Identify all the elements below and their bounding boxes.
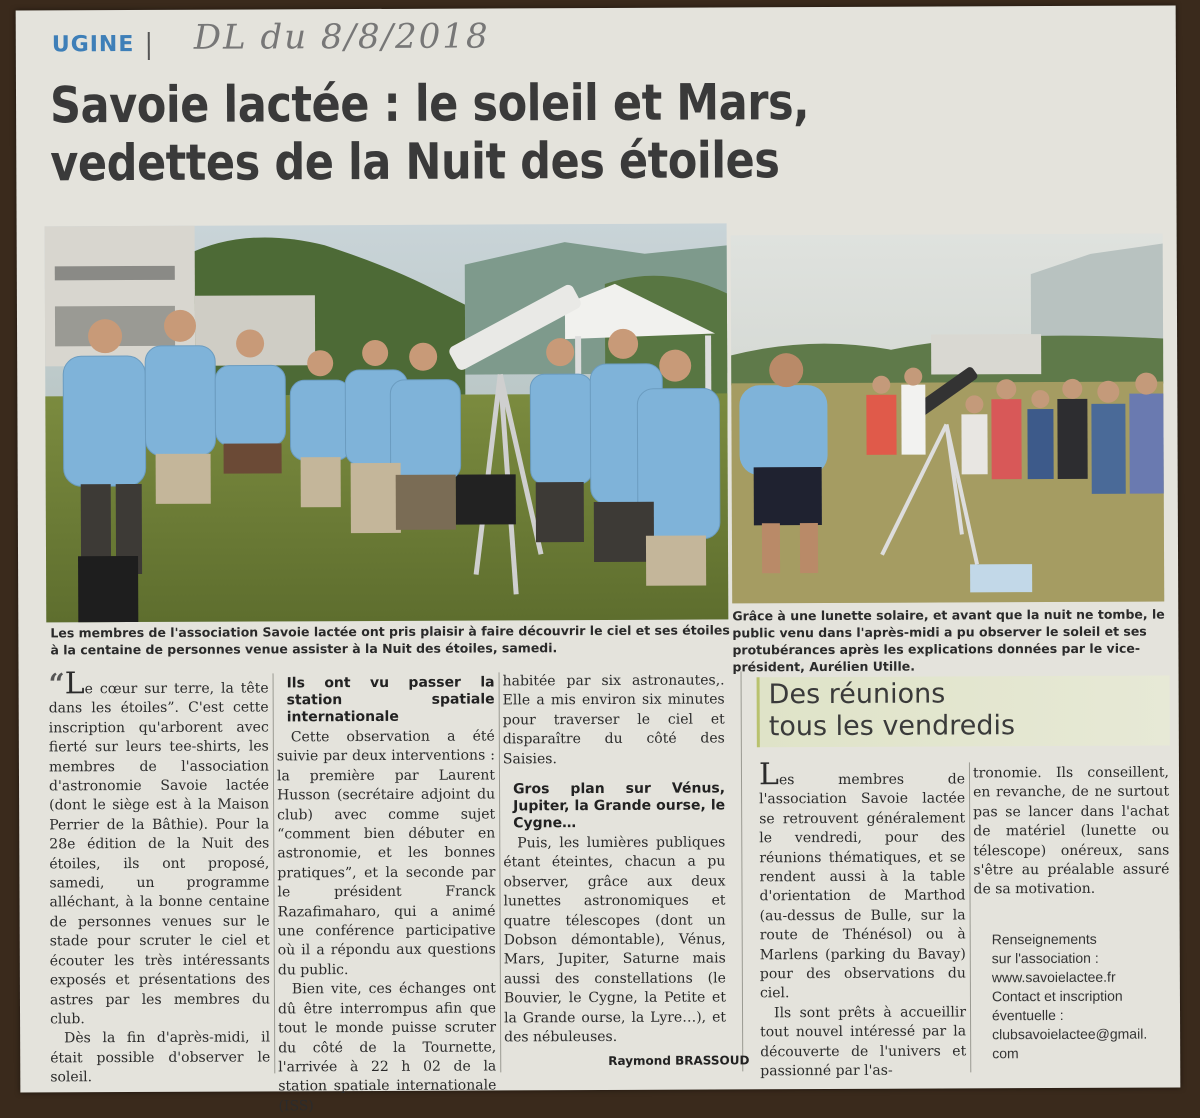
box-text: es membres de l'association Savoie lactée se retrouvent généralement le vendredi, pour des réunions thématiques, et se rendent aussi à la table d'orientation de Marthod (au-dessus de Bulle, sur la route de Thénésol) ou à Marlens (parking du Bavay) pour des observations du ciel. — [759, 771, 966, 1002]
column-separator — [499, 672, 502, 1072]
author-byline: Raymond BRASSOUD — [608, 1053, 750, 1068]
article-paragraph: Dès la fin d'après-midi, il était possible d'observer le soleil. — [50, 1029, 271, 1086]
info-line: Renseignements — [991, 930, 1097, 948]
box-title-line-2: tous les vendredis — [768, 710, 1016, 743]
subheading-iss: Ils ont vu passer la station spatiale internationale — [286, 674, 495, 726]
box-title-line-1: Des réunions — [768, 678, 946, 711]
opening-quote: “ — [48, 667, 65, 701]
box-paragraph: tronomie. Ils conseillent, en revanche, de ne surtout pas se lancer dans l'achat de matériel (lunette ou télescope) onéreux, sans s'être au préalable assuré de sa motivation. — [972, 764, 1170, 898]
drop-cap: L — [758, 757, 779, 793]
headline-line-1: Savoie lactée : le soleil et Mars, — [49, 73, 810, 135]
subheading-planets: Gros plan sur Vénus, Jupiter, la Grande ourse, le Cygne… — [513, 780, 726, 832]
article-paragraph: habitée par six astronautes,. Elle a mis environ six minutes pour traverser le ciel et disparaître du côté des Saisies. — [502, 672, 725, 768]
box-paragraph: Ils sont prêts à accueillir tout nouvel intéressé par la découverte de l'univers et passionné par l'as- — [760, 1004, 967, 1080]
photo-caption-right: Grâce à une lunette solaire, et avant que la nuit ne tombe, le public venu dans l'après-midi a pu observer le soleil et ses protubérances après les explications données par le vice-président, Aurélien Utille. — [732, 606, 1165, 675]
article-paragraph — [48, 666, 271, 1029]
sidebar-box-title — [769, 678, 1016, 743]
info-line: Contact et inscription — [991, 987, 1123, 1005]
rubric-divider — [148, 32, 150, 60]
email-link[interactable]: clubsavoielactee@gmail. — [992, 1025, 1148, 1043]
box-column-1 — [758, 757, 967, 1081]
article-text: e cœur sur terre, la tête dans les étoiles”. C'est cette inscription qu'arborent avec fierté sur leurs tee-shirts, les membres de l'association d'astronomie Savoie lactée (dont le siège est à la Maison Perrier de la Bâthie). Pour la 28e édition de la Nuit des étoiles, ils ont proposé, samedi, un programme alléchant, à la bonne centaine de personnes venues sur le stade pour scruter le ciel et écouter les très intéressants exposés et présentations des astres par les membres du club. — [48, 680, 270, 1028]
email-link-continued[interactable]: com — [992, 1045, 1019, 1062]
article-column-3 — [503, 671, 727, 1047]
info-line: sur l'association : — [991, 949, 1099, 967]
handwritten-date-note: DL du 8/8/2018 — [193, 16, 490, 58]
photo-club-members — [45, 223, 729, 622]
column-separator — [741, 671, 744, 1071]
article-paragraph: Puis, les lumières publiques étant éteintes, chacun a pu observer, grâce aux deux lunettes astronomiques et quatre télescopes (dont un Dobson démontable), Vénus, Mars, Jupiter, Saturne mais aussi des constellations (le Bouvier, le Cygne, la Petite et la Grande ourse, la Lyre…), et des nébuleuses. — [503, 834, 727, 1046]
box-column-2 — [973, 764, 1170, 901]
article-paragraph: Bien vite, ces échanges ont dû être interrompus afin que tout le monde puisse scruter du côté de la Tournette, l'arrivée à 22 h 02 de la station spatiale internationale (ISS) — [277, 980, 497, 1115]
contact-info — [992, 930, 1173, 1064]
box-paragraph — [758, 757, 966, 1004]
article-paragraph: Cette observation a été suivie par deux interventions : la première par Laurent Husson (secrétaire adjoint du club) avec comme sujet “comment bien débuter en astronomie, et les bonnes pratiques”, et la seconde par le président Franck Razafimaharo, qui a animé une conférence participative où il a répondu aux questions du public. — [276, 728, 496, 979]
article-column-1 — [48, 666, 271, 1087]
website-link[interactable]: www.savoielactee.fr — [991, 968, 1116, 986]
column-separator — [969, 762, 971, 1072]
headline-line-2: vedettes de la Nuit des étoiles — [50, 131, 780, 193]
drop-cap: L — [64, 666, 85, 702]
column-separator — [273, 673, 276, 1073]
info-line: éventuelle : — [992, 1006, 1064, 1024]
headline — [50, 73, 893, 193]
photo-caption-left: Les membres de l'association Savoie lactée ont pris plaisir à faire découvrir le ciel et ses étoiles à la centaine de personnes venue assister à la Nuit des étoiles, samedi. — [50, 622, 730, 658]
section-rubric: UGINE — [51, 32, 135, 58]
article-column-2 — [277, 674, 497, 1116]
photo-public-observing — [731, 234, 1165, 604]
newspaper-clipping — [16, 5, 1181, 1115]
